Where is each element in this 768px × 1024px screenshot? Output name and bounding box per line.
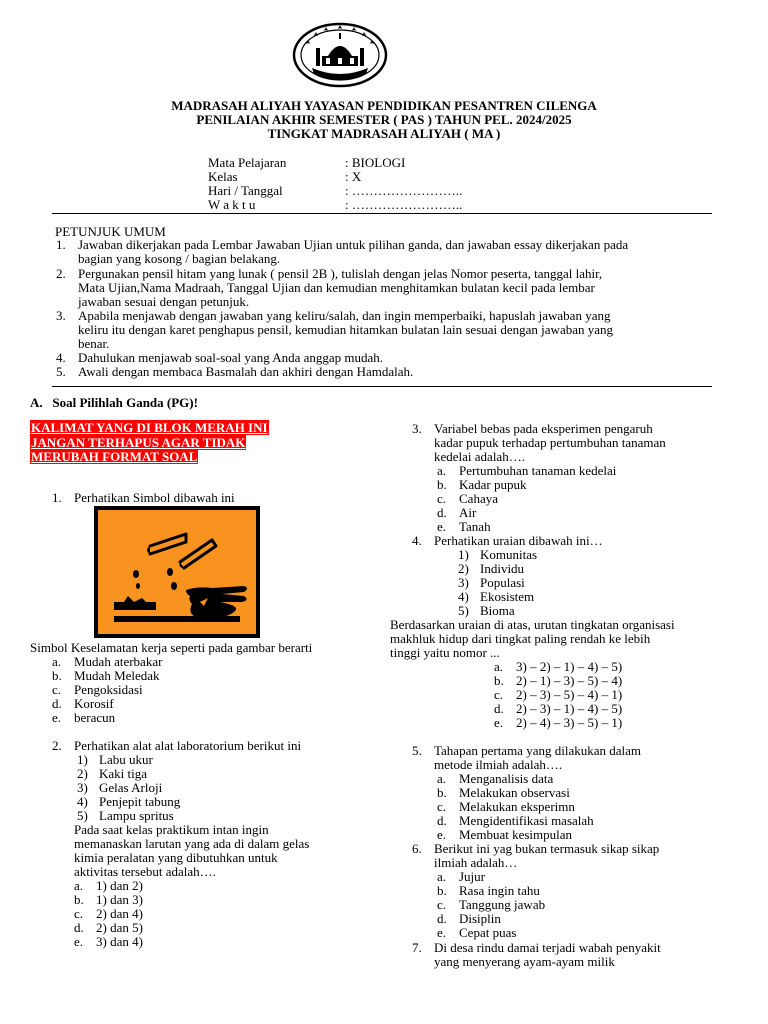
info-class <box>208 170 608 184</box>
text-line: kadar pupuk terhadap pertumbuhan tanaman <box>434 435 666 450</box>
option-text: 2) – 3) – 5) – 4) – 1) <box>516 687 623 702</box>
option-letter: b. <box>74 892 84 907</box>
option-letter: e. <box>494 715 504 730</box>
item-number: 2) <box>77 766 88 781</box>
option-text: Pertumbuhan tanaman kedelai <box>459 463 617 478</box>
text-line: benar. <box>78 336 110 351</box>
option-letter: d. <box>494 701 504 716</box>
divider <box>52 386 712 387</box>
option-text: Korosif <box>74 696 114 711</box>
question-number: 2. <box>52 738 62 753</box>
option-letter: b. <box>437 883 447 898</box>
text-line: makhluk hidup dari tingkat paling rendah ke lebih <box>390 631 651 646</box>
option-letter: a. <box>437 869 447 884</box>
question-number: 5. <box>412 743 422 758</box>
text-line: yang menyerang ayam-ayam milik <box>434 954 615 969</box>
option-letter: b. <box>52 668 62 683</box>
school-logo <box>292 18 388 88</box>
text-line: metode ilmiah adalah…. <box>434 757 563 772</box>
text-line: bagian yang kosong / bagian belakang. <box>78 251 281 266</box>
option-letter: c. <box>437 799 447 814</box>
info-time <box>208 198 608 212</box>
option-text: Air <box>459 505 477 520</box>
question-text <box>434 744 641 772</box>
item-number: 1. <box>56 237 66 252</box>
option-text: 2) dan 4) <box>96 906 143 921</box>
option-letter: e. <box>437 519 447 534</box>
option-text: 2) dan 5) <box>96 920 143 935</box>
section-title: A. Soal Pilihlah Ganda (PG)! <box>30 395 198 410</box>
item-text: Awali dengan membaca Basmalah dan akhiri dengan Hamdalah. <box>78 364 414 379</box>
item-number: 3. <box>56 308 66 323</box>
item-text: Bioma <box>480 603 515 618</box>
divider <box>52 213 712 214</box>
option-letter: e. <box>74 934 84 949</box>
text-line: ilmiah adalah… <box>434 855 518 870</box>
option-text: Mudah Meledak <box>74 668 160 683</box>
question-number: 4. <box>412 533 422 548</box>
red-notice-line: JANGAN TERHAPUS AGAR TIDAK <box>31 434 246 450</box>
question-text: Perhatikan Simbol dibawah ini <box>74 490 235 505</box>
item-number: 5) <box>458 603 469 618</box>
option-letter: d. <box>437 813 447 828</box>
item-text: Ekosistem <box>480 589 535 604</box>
item-text: Penjepit tabung <box>99 794 181 809</box>
option-text: Tanggung jawab <box>459 897 546 912</box>
info-value: : BIOLOGI <box>345 155 406 170</box>
option-letter: d. <box>437 505 447 520</box>
text-line: Apabila menjawab dengan jawaban yang keliru/salah, dan ingin memperbaiki, hapuslah jawaban yang <box>78 308 611 323</box>
option-text: 3) dan 4) <box>96 934 143 949</box>
text-line: keliru itu dengan karet penghapus pensil, kemudian hitamkan bulatan lain sesuai dengan jawaban yang <box>78 322 614 337</box>
text-line: jawaban sesuai dengan petunjuk. <box>78 294 250 309</box>
red-notice <box>30 421 269 465</box>
text-line: aktivitas tersebut adalah…. <box>74 864 216 879</box>
question-number: 6. <box>412 841 422 856</box>
item-text: Individu <box>480 561 525 576</box>
red-notice-line: KALIMAT YANG DI BLOK MERAH INI <box>31 420 268 435</box>
option-text: Rasa ingin tahu <box>459 883 540 898</box>
info-date <box>208 184 608 198</box>
question-text <box>434 842 659 870</box>
info-value: : …………………….. <box>345 183 463 198</box>
info-label: W a k t u <box>208 197 256 212</box>
option-text: 1) dan 2) <box>96 878 143 893</box>
option-letter: a. <box>494 659 504 674</box>
item-number: 5. <box>56 364 66 379</box>
item-text: Populasi <box>480 575 525 590</box>
info-value: : X <box>345 169 362 184</box>
item-number: 2. <box>56 266 66 281</box>
option-letter: b. <box>437 785 447 800</box>
header-school-name: MADRASAH ALIYAH YAYASAN PENDIDIKAN PESANTREN CILENGA <box>171 98 597 113</box>
item-number: 4. <box>56 350 66 365</box>
option-letter: d. <box>52 696 62 711</box>
option-text: 3) – 2) – 1) – 4) – 5) <box>516 659 623 674</box>
text-line: Variabel bebas pada eksperimen pengaruh <box>434 421 653 436</box>
option-text: Cahaya <box>459 491 498 506</box>
option-letter: d. <box>437 911 447 926</box>
option-text: Disiplin <box>459 911 501 926</box>
corrosive-hazard-icon <box>94 506 260 638</box>
option-letter: a. <box>52 654 62 669</box>
option-letter: d. <box>74 920 84 935</box>
option-text: Cepat puas <box>459 925 517 940</box>
option-text: Jujur <box>459 869 485 884</box>
option-letter: c. <box>494 687 504 702</box>
option-letter: a. <box>74 878 84 893</box>
option-letter: a. <box>437 771 447 786</box>
info-label: Hari / Tanggal <box>208 183 283 198</box>
text-line: kedelai adalah…. <box>434 449 525 464</box>
item-text: Komunitas <box>480 547 538 562</box>
option-text: beracun <box>74 710 116 725</box>
hazard-symbol <box>94 506 260 638</box>
item-text: Kaki tiga <box>99 766 148 781</box>
option-letter: c. <box>437 491 447 506</box>
item-text <box>78 309 720 351</box>
option-text: 2) – 3) – 1) – 4) – 5) <box>516 701 623 716</box>
option-letter: c. <box>437 897 447 912</box>
item-number: 3) <box>77 780 88 795</box>
item-number: 4) <box>77 794 88 809</box>
text-line: Tahapan pertama yang dilakukan dalam <box>434 743 642 758</box>
text-line: tinggi yaitu nomor ... <box>390 645 500 660</box>
option-text: 2) – 4) – 3) – 5) – 1) <box>516 715 623 730</box>
item-number: 4) <box>458 589 469 604</box>
info-label: Mata Pelajaran <box>208 155 287 170</box>
info-subject <box>208 156 608 170</box>
option-letter: b. <box>437 477 447 492</box>
item-number: 1) <box>458 547 469 562</box>
info-label: Kelas <box>208 169 238 184</box>
info-value: : …………………….. <box>345 197 463 212</box>
item-text: Labu ukur <box>99 752 153 767</box>
text-line: kimia peralatan yang dibutuhkan untuk <box>74 850 278 865</box>
item-text <box>78 238 720 266</box>
question-text <box>434 422 666 464</box>
option-letter: c. <box>52 682 62 697</box>
text-line: memanaskan larutan yang ada di dalam gelas <box>74 836 310 851</box>
item-number: 2) <box>458 561 469 576</box>
item-text: Gelas Arloji <box>99 780 163 795</box>
question-caption: Simbol Keselamatan kerja seperti pada gambar berarti <box>30 640 313 655</box>
option-letter: e. <box>437 827 447 842</box>
option-text: Mudah aterbakar <box>74 654 163 669</box>
option-letter: a. <box>437 463 447 478</box>
question-number: 7. <box>412 940 422 955</box>
item-text: Dahulukan menjawab soal-soal yang Anda anggap mudah. <box>78 350 384 365</box>
text-line: Di desa rindu damai terjadi wabah penyakit <box>434 940 661 955</box>
option-text: Tanah <box>459 519 491 534</box>
item-number: 1) <box>77 752 88 767</box>
question-paragraph <box>390 618 675 660</box>
question-paragraph <box>74 823 309 879</box>
instructions-title: PETUNJUK UMUM <box>55 224 166 239</box>
option-text: Melakukan eksperimn <box>459 799 575 814</box>
question-number: 3. <box>412 421 422 436</box>
option-letter: e. <box>437 925 447 940</box>
question-number: 1. <box>52 490 62 505</box>
option-letter: b. <box>494 673 504 688</box>
option-text: Kadar pupuk <box>459 477 527 492</box>
text-line: Jawaban dikerjakan pada Lembar Jawaban Ujian untuk pilihan ganda, dan jawaban essay dikerjakan pada <box>78 237 629 252</box>
school-seal-icon <box>292 18 388 88</box>
item-number: 3) <box>458 575 469 590</box>
option-text: 1) dan 3) <box>96 892 143 907</box>
text-line: Pada saat kelas praktikum intan ingin <box>74 822 269 837</box>
question-text <box>434 941 661 969</box>
option-text: Melakukan observasi <box>459 785 570 800</box>
text-line: Berikut ini yag bukan termasuk sikap sikap <box>434 841 660 856</box>
option-letter: e. <box>52 710 62 725</box>
option-text: Menganalisis data <box>459 771 554 786</box>
text-line: Pergunakan pensil hitam yang lunak ( pensil 2B ), tulislah dengan jelas Nomor peserta, tanggal lahir, <box>78 266 603 281</box>
item-text <box>78 267 720 309</box>
option-text: 2) – 1) – 3) – 5) – 4) <box>516 673 623 688</box>
question-text: Perhatikan alat alat laboratorium berikut ini <box>74 738 302 753</box>
item-text: Lampu spritus <box>99 808 174 823</box>
text-line: Mata Ujian,Nama Madraah, Tanggal Ujian dan kemudian menghitamkan bulatan kecil pada lembar <box>78 280 595 295</box>
text-line: Berdasarkan uraian di atas, urutan tingkatan organisasi <box>390 617 675 632</box>
question-text: Perhatikan uraian dibawah ini… <box>434 533 603 548</box>
option-text: Mengidentifikasi masalah <box>459 813 594 828</box>
header-level: TINGKAT MADRASAH ALIYAH ( MA ) <box>267 126 501 141</box>
option-text: Membuat kesimpulan <box>459 827 573 842</box>
item-number: 5) <box>77 808 88 823</box>
red-notice-line: MERUBAH FORMAT SOAL <box>31 449 198 464</box>
option-letter: c. <box>74 906 84 921</box>
header-exam-title: PENILAIAN AKHIR SEMESTER ( PAS ) TAHUN PEL. 2024/2025 <box>196 112 572 127</box>
option-text: Pengoksidasi <box>74 682 143 697</box>
